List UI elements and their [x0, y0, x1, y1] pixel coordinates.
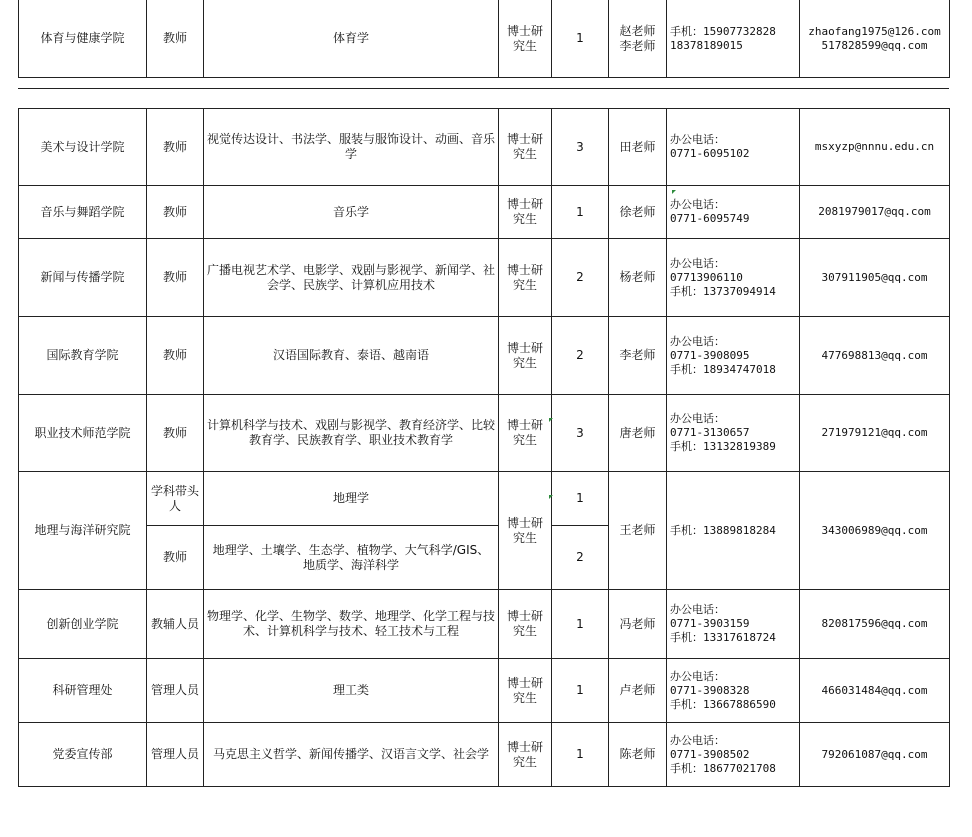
phone-line: 手机：18934747018: [670, 362, 776, 376]
position-cell: 教师: [147, 395, 204, 472]
phone-line: 0771-3908502: [670, 747, 750, 761]
phone-line: 0771-3130657: [670, 426, 750, 439]
recruitment-table: [18, 108, 950, 787]
phone-cell: [667, 109, 800, 186]
count-cell: 3: [552, 395, 609, 472]
contact-person-cell: 李老师: [609, 317, 667, 395]
email-cell: 820817596@qq.com: [800, 590, 950, 659]
email-cell: 466031484@qq.com: [800, 659, 950, 723]
position-cell: 管理人员: [147, 723, 204, 787]
table-row: [19, 0, 950, 78]
degree-cell: 博士研究生: [499, 472, 552, 590]
count-cell: 1: [552, 472, 609, 526]
phone-line: 手机：18677021708: [670, 761, 776, 775]
college-cell: 美术与设计学院: [19, 109, 147, 186]
email-cell: msxyzp@nnnu.edu.cn: [800, 109, 950, 186]
contact-person: 李老师: [619, 38, 656, 53]
table-row: [19, 317, 950, 395]
position-cell: 教师: [147, 317, 204, 395]
email-cell: 2081979017@qq.com: [800, 186, 950, 239]
contact-person-cell: 杨老师: [609, 239, 667, 317]
count-cell: 2: [552, 239, 609, 317]
major-cell: 汉语国际教育、泰语、越南语: [204, 317, 499, 395]
table-row: [19, 723, 950, 787]
phone-cell: [667, 317, 800, 395]
email-cell: 307911905@qq.com: [800, 239, 950, 317]
major-cell: 计算机科学与技术、戏剧与影视学、教育经济学、比较教育学、民族教育学、职业技术教育学: [204, 395, 499, 472]
degree-cell: 博士研究生: [499, 109, 552, 186]
phone-line: 0771-3903159: [670, 617, 750, 630]
college-cell: 党委宣传部: [19, 723, 147, 787]
college-cell: 音乐与舞蹈学院: [19, 186, 147, 239]
college-cell: 创新创业学院: [19, 590, 147, 659]
college-cell: 职业技术师范学院: [19, 395, 147, 472]
phone-line: 办公电话：: [670, 669, 725, 683]
major-cell: 体育学: [204, 0, 499, 78]
position-cell: 管理人员: [147, 659, 204, 723]
major-cell: 广播电视艺术学、电影学、戏剧与影视学、新闻学、社会学、民族学、计算机应用技术: [204, 239, 499, 317]
page-break-line: [18, 88, 949, 89]
email-cell: 271979121@qq.com: [800, 395, 950, 472]
phone-line: 0771-3908095: [670, 348, 750, 362]
major-cell: 理工类: [204, 659, 499, 723]
degree-cell: 博士研究生: [499, 723, 552, 787]
phone-line: 办公电话：: [670, 256, 725, 270]
college-cell: 地理与海洋研究院: [19, 472, 147, 590]
contact-person-cell: 卢老师: [609, 659, 667, 723]
degree-cell: 博士研究生: [499, 186, 552, 239]
contact-person: 赵老师: [619, 23, 656, 38]
college-cell: 科研管理处: [19, 659, 147, 723]
count-cell: 1: [552, 590, 609, 659]
position-cell: 教师: [147, 109, 204, 186]
phone-line: 0771-6095749: [670, 212, 750, 225]
college-cell: 体育与健康学院: [19, 0, 147, 78]
phone-line: 手机：13737094914: [670, 284, 776, 298]
college-cell: 国际教育学院: [19, 317, 147, 395]
count-cell: 1: [552, 723, 609, 787]
count-cell: 1: [552, 0, 609, 78]
college-cell: 新闻与传播学院: [19, 239, 147, 317]
cell-comment-marker: [549, 495, 553, 499]
email-cell: 792061087@qq.com: [800, 723, 950, 787]
major-cell: 视觉传达设计、书法学、服装与服饰设计、动画、音乐学: [204, 109, 499, 186]
table-row: [19, 186, 950, 239]
phone-cell: [667, 395, 800, 472]
contact-person-cell: 田老师: [609, 109, 667, 186]
degree-cell: 博士研究生: [499, 590, 552, 659]
phone-cell: [667, 186, 800, 239]
phone-line: 手机：13132819389: [670, 440, 776, 453]
contact-person-cell: 徐老师: [609, 186, 667, 239]
contact-person-cell: 冯老师: [609, 590, 667, 659]
table-row: [19, 109, 950, 186]
count-cell: 2: [552, 317, 609, 395]
email-cell: zhaofang1975@126.com 517828599@qq.com: [800, 0, 950, 78]
phone-cell: [667, 659, 800, 723]
phone-line: 办公电话：: [670, 198, 725, 211]
phone-line: 07713906110: [670, 270, 743, 284]
phone-cell: [667, 590, 800, 659]
degree-cell: 博士研究生: [499, 395, 552, 472]
contact-person-cell: 王老师: [609, 472, 667, 590]
contact-person-cell: 唐老师: [609, 395, 667, 472]
cell-comment-marker: [672, 190, 676, 194]
phone-cell: 手机：15907732828 18378189015: [667, 0, 800, 78]
phone-line: 办公电话：: [670, 412, 725, 425]
position-cell: 教师: [147, 526, 204, 590]
position-cell: 学科带头人: [147, 472, 204, 526]
count-cell: 1: [552, 659, 609, 723]
position-cell: 教师: [147, 239, 204, 317]
phone-cell: [667, 239, 800, 317]
table-row: [19, 472, 950, 526]
table-row: [19, 590, 950, 659]
table-row: [19, 659, 950, 723]
major-cell: 物理学、化学、生物学、数学、地理学、化学工程与技术、计算机科学与技术、轻工技术与工程: [204, 590, 499, 659]
degree-cell: 博士研究生: [499, 317, 552, 395]
phone-line: 手机：13317618724: [670, 631, 776, 644]
phone-cell: [667, 723, 800, 787]
major-cell: 地理学: [204, 472, 499, 526]
major-cell: 地理学、土壤学、生态学、植物学、大气科学/GIS、地质学、海洋科学: [204, 526, 499, 590]
count-cell: 1: [552, 186, 609, 239]
phone-line: 办公电话：: [670, 133, 725, 146]
phone-line: 0771-6095102: [670, 147, 750, 160]
phone-line: 手机：13667886590: [670, 697, 776, 711]
position-cell: 教师: [147, 186, 204, 239]
email-cell: 343006989@qq.com: [800, 472, 950, 590]
degree-cell: 博士研究生: [499, 239, 552, 317]
count-cell: 2: [552, 526, 609, 590]
count-cell: 3: [552, 109, 609, 186]
phone-cell: 手机：13889818284: [667, 472, 800, 590]
top-table: [18, 0, 950, 78]
contact-person-cell: [609, 0, 667, 78]
table-row: [19, 395, 950, 472]
phone-line: 办公电话：: [670, 733, 725, 747]
degree-cell: 博士研究生: [499, 0, 552, 78]
email-cell: 477698813@qq.com: [800, 317, 950, 395]
table-row: [19, 239, 950, 317]
cell-comment-marker: [549, 418, 553, 422]
phone-line: 办公电话：: [670, 603, 725, 616]
position-cell: 教辅人员: [147, 590, 204, 659]
major-cell: 马克思主义哲学、新闻传播学、汉语言文学、社会学: [204, 723, 499, 787]
phone-line: 办公电话：: [670, 334, 725, 348]
major-cell: 音乐学: [204, 186, 499, 239]
degree-cell: 博士研究生: [499, 659, 552, 723]
contact-person-cell: 陈老师: [609, 723, 667, 787]
phone-line: 0771-3908328: [670, 683, 750, 697]
position-cell: 教师: [147, 0, 204, 78]
